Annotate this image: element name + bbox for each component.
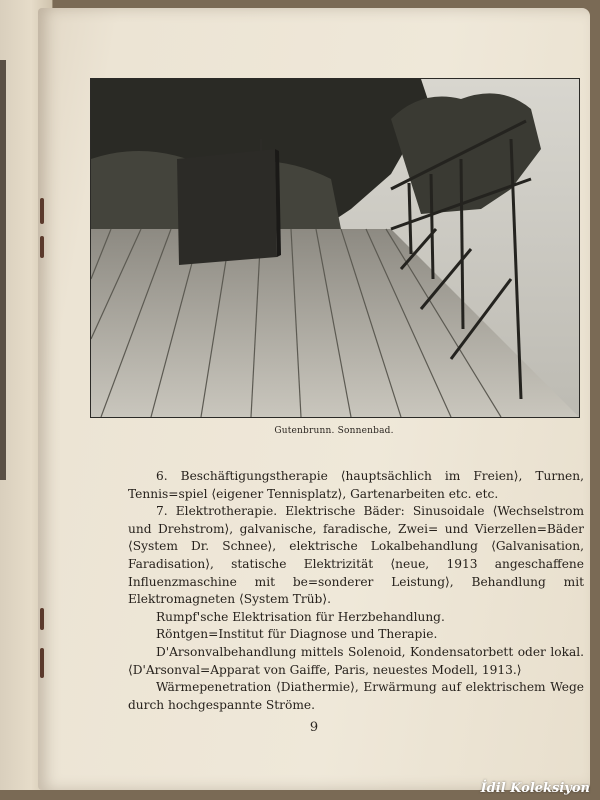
paragraph-electrotherapy: 7. Elektrotherapie. Elektrische Bäder: Sinusoidale ⟨Wechselstrom und Drehstrom⟩, galvanische, faradische, Zwei= und Vierzellen=Bäder ⟨System Dr. Schnee⟩, elektrische Lokalbehandlung ⟨Galvanisation, Faradisation⟩, statische Elektrizität ⟨neue, 1913 angeschaffene Influenzmaschine mit be=sonderer Leistung⟩, Behandlung mit Elektromagneten ⟨System Trüb⟩.: [128, 504, 584, 607]
photo-caption: Gutenbrunn. Sonnenbad.: [274, 426, 394, 436]
book-page: [38, 8, 590, 790]
binding-stitch: [40, 236, 44, 258]
body-text: [128, 468, 584, 714]
paragraph-xray-institute: Röntgen=Institut für Diagnose und Therapie.: [156, 627, 438, 642]
page-number: 9: [309, 720, 319, 735]
photo-illustration: [91, 79, 579, 417]
changing-cabin: [177, 139, 281, 265]
paragraph-diathermy: Wärmepenetration ⟨Diathermie⟩, Erwärmung auf elektrischem Wege durch hochgespannte Ströme.: [128, 680, 584, 712]
binding-stitch: [40, 648, 44, 678]
binding-stitch: [40, 608, 44, 630]
paragraph-darsonval: D'Arsonvalbehandlung mittels Solenoid, Kondensatorbett oder lokal. ⟨D'Arsonval=Apparat von Gaiffe, Paris, neuestes Modell, 1913.⟩: [128, 644, 584, 677]
paragraph-occupational-therapy: 6. Beschäftigungstherapie ⟨hauptsächlich im Freien⟩, Turnen, Tennis=spiel ⟨eigener Tennisplatz⟩, Gartenarbeiten etc. etc.: [128, 469, 584, 501]
watermark: İdil Koleksiyon: [480, 781, 590, 796]
paragraph-heart-treatment: Rumpf'sche Elektrisation für Herzbehandlung.: [156, 609, 445, 624]
book-spine-strip: [0, 60, 6, 480]
binding-stitch: [40, 198, 44, 224]
sunbath-photograph: [90, 78, 580, 418]
